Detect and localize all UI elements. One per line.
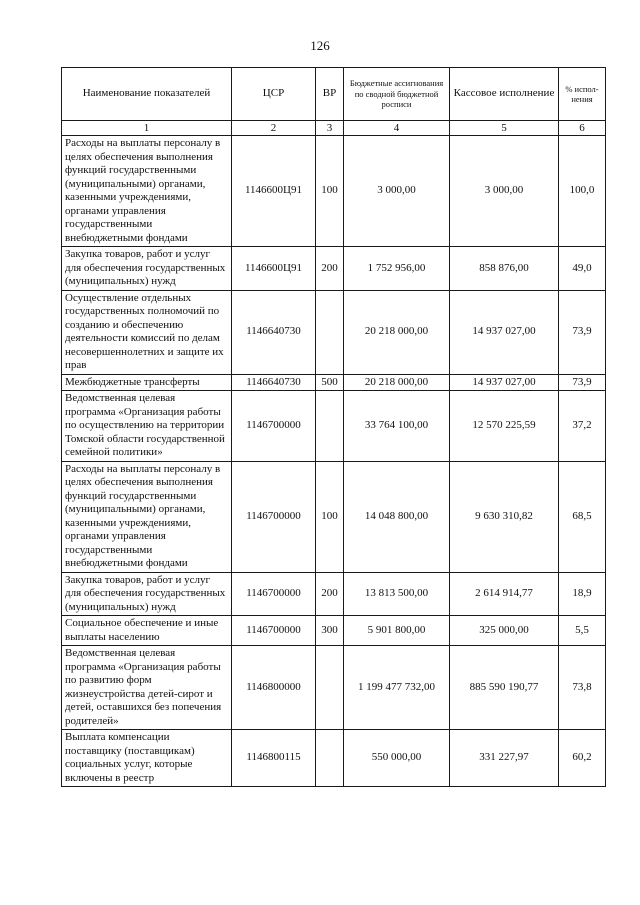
table-row [62, 461, 606, 572]
cell-budget: 33 764 100,00 [344, 391, 450, 462]
cell-percent: 73,8 [559, 646, 606, 730]
cell-vr [316, 290, 344, 374]
header-vr: ВР [316, 68, 344, 121]
cell-percent: 73,9 [559, 290, 606, 374]
cell-vr: 100 [316, 136, 344, 247]
column-number: 5 [450, 121, 559, 136]
header-cash: Кассовое исполнение [450, 68, 559, 121]
cell-name: Выплата компенсации поставщику (поставщикам) социальных услуг, которые включены в реестр [62, 730, 232, 787]
table-body [62, 136, 606, 787]
cell-csr: 1146700000 [232, 572, 316, 616]
cell-name: Осуществление отдельных государственных полномочий по созданию и обеспечению деятельности комиссий по делам несовершеннолетних и защите их прав [62, 290, 232, 374]
cell-vr: 300 [316, 616, 344, 646]
cell-name: Закупка товаров, работ и услуг для обеспечения государственных (муниципальных) нужд [62, 572, 232, 616]
column-number: 3 [316, 121, 344, 136]
table-row [62, 572, 606, 616]
cell-cash: 3 000,00 [450, 136, 559, 247]
cell-budget: 14 048 800,00 [344, 461, 450, 572]
page-number: 126 [310, 38, 330, 53]
cell-name: Социальное обеспечение и иные выплаты населению [62, 616, 232, 646]
cell-csr: 1146640730 [232, 374, 316, 391]
cell-budget: 20 218 000,00 [344, 374, 450, 391]
cell-percent: 60,2 [559, 730, 606, 787]
column-number: 6 [559, 121, 606, 136]
column-numbers-row [62, 121, 606, 136]
cell-cash: 885 590 190,77 [450, 646, 559, 730]
table-row [62, 391, 606, 462]
header-row [62, 68, 606, 121]
cell-budget: 3 000,00 [344, 136, 450, 247]
cell-cash: 858 876,00 [450, 247, 559, 291]
column-number: 4 [344, 121, 450, 136]
cell-csr: 1146800115 [232, 730, 316, 787]
cell-percent: 49,0 [559, 247, 606, 291]
cell-cash: 14 937 027,00 [450, 290, 559, 374]
cell-vr [316, 391, 344, 462]
cell-csr: 1146700000 [232, 461, 316, 572]
cell-vr [316, 646, 344, 730]
cell-cash: 12 570 225,59 [450, 391, 559, 462]
cell-budget: 5 901 800,00 [344, 616, 450, 646]
cell-budget: 1 752 956,00 [344, 247, 450, 291]
cell-budget: 20 218 000,00 [344, 290, 450, 374]
cell-budget: 13 813 500,00 [344, 572, 450, 616]
header-budget: Бюджетные ассигнования по сводной бюджетной росписи [344, 68, 450, 121]
cell-csr: 1146600Ц91 [232, 136, 316, 247]
cell-vr [316, 730, 344, 787]
cell-name: Ведомственная целевая программа «Организация работы по осуществлению на территории Томской области государственной семейной политики» [62, 391, 232, 462]
cell-name: Закупка товаров, работ и услуг для обеспечения государственных (муниципальных) нужд [62, 247, 232, 291]
cell-vr: 200 [316, 247, 344, 291]
table-row [62, 290, 606, 374]
cell-cash: 331 227,97 [450, 730, 559, 787]
table-row [62, 247, 606, 291]
cell-name: Ведомственная целевая программа «Организация работы по развитию форм жизнеустройства детей-сирот и детей, оставшихся без попечения родителей» [62, 646, 232, 730]
cell-cash: 9 630 310,82 [450, 461, 559, 572]
cell-cash: 325 000,00 [450, 616, 559, 646]
cell-csr: 1146700000 [232, 616, 316, 646]
cell-vr: 500 [316, 374, 344, 391]
cell-cash: 2 614 914,77 [450, 572, 559, 616]
table-row [62, 136, 606, 247]
cell-name: Расходы на выплаты персоналу в целях обеспечения выполнения функций государственными (муниципальными) органами, казенными учреждениями, органами управления государственными внебюджетными фондами [62, 461, 232, 572]
table-row [62, 646, 606, 730]
table-row [62, 616, 606, 646]
cell-percent: 73,9 [559, 374, 606, 391]
budget-execution-table [61, 67, 606, 787]
table-row [62, 730, 606, 787]
cell-name: Межбюджетные трансферты [62, 374, 232, 391]
cell-cash: 14 937 027,00 [450, 374, 559, 391]
cell-percent: 18,9 [559, 572, 606, 616]
cell-percent: 5,5 [559, 616, 606, 646]
header-csr: ЦСР [232, 68, 316, 121]
column-number: 1 [62, 121, 232, 136]
cell-budget: 1 199 477 732,00 [344, 646, 450, 730]
cell-csr: 1146640730 [232, 290, 316, 374]
cell-csr: 1146700000 [232, 391, 316, 462]
header-percent: % испол-нения [559, 68, 606, 121]
cell-name: Расходы на выплаты персоналу в целях обеспечения выполнения функций государственными (муниципальными) органами, казенными учреждениями, органами управления государственными внебюджетными фондами [62, 136, 232, 247]
column-number: 2 [232, 121, 316, 136]
cell-csr: 1146800000 [232, 646, 316, 730]
header-name: Наименование показателей [62, 68, 232, 121]
cell-percent: 68,5 [559, 461, 606, 572]
cell-percent: 100,0 [559, 136, 606, 247]
cell-percent: 37,2 [559, 391, 606, 462]
cell-vr: 200 [316, 572, 344, 616]
cell-csr: 1146600Ц91 [232, 247, 316, 291]
cell-budget: 550 000,00 [344, 730, 450, 787]
cell-vr: 100 [316, 461, 344, 572]
table-row [62, 374, 606, 391]
